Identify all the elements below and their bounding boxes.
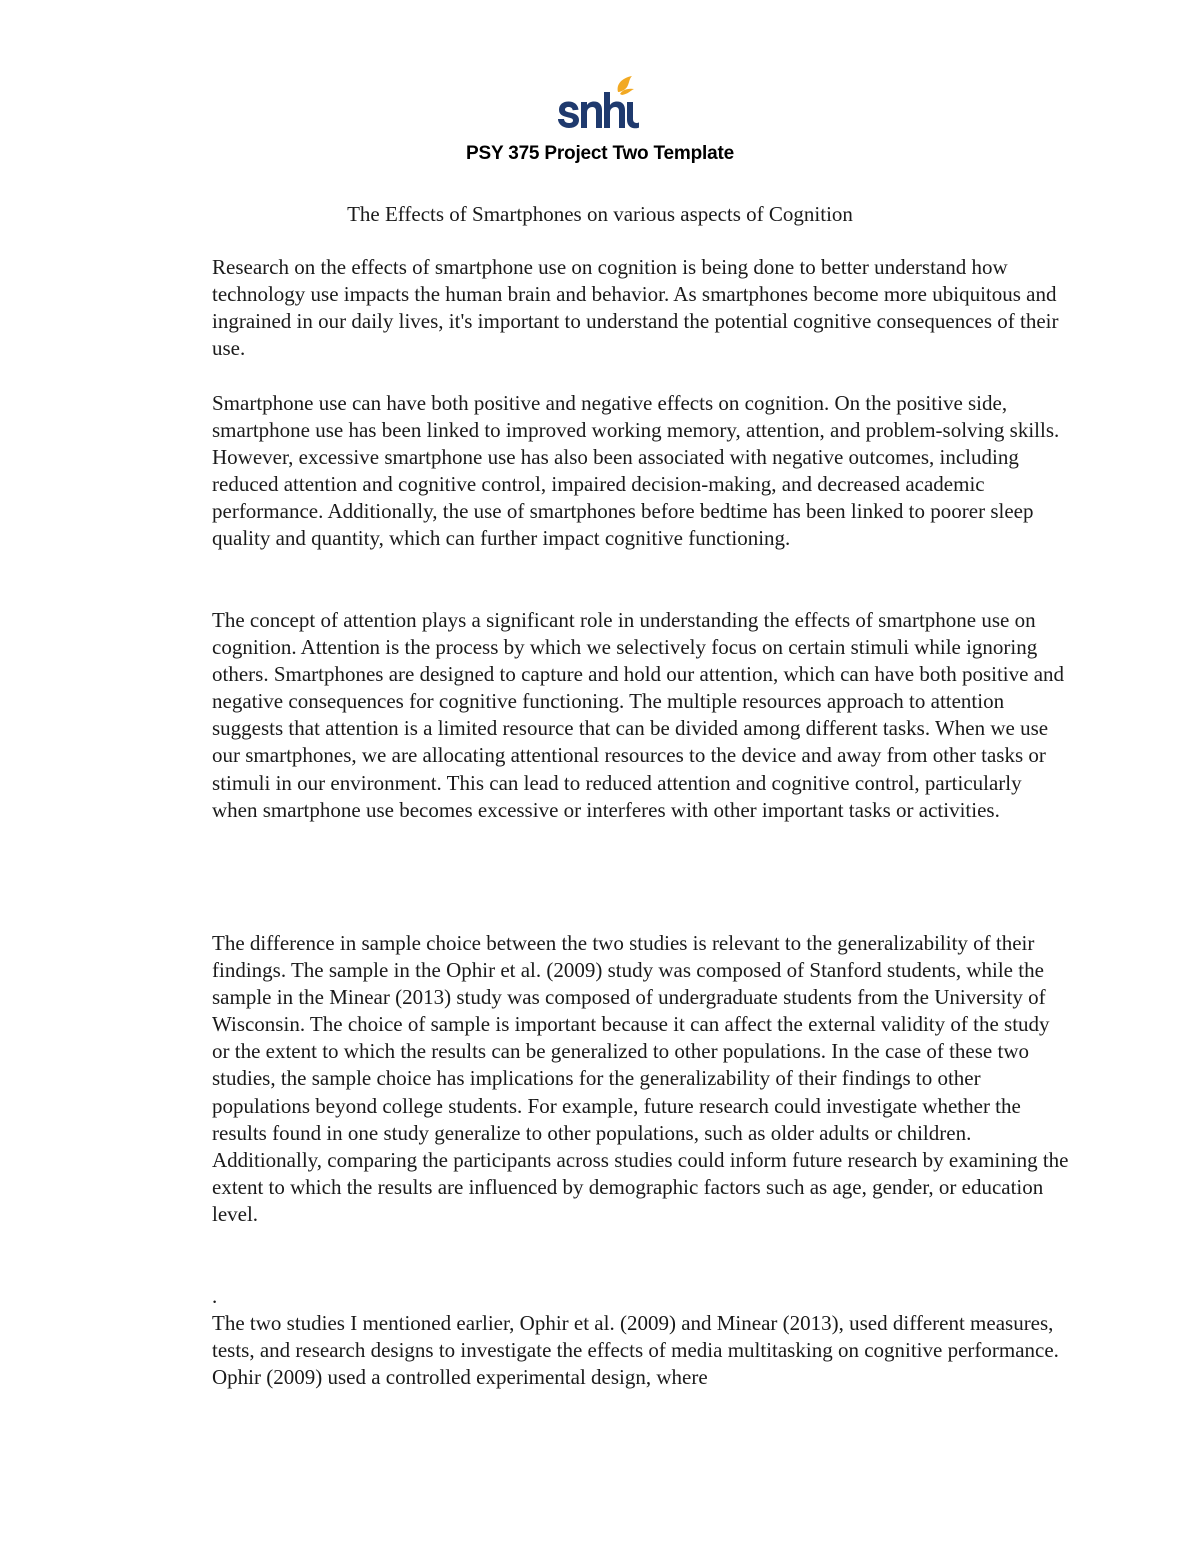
- document-title: The Effects of Smartphones on various aspects of Cognition: [347, 202, 853, 226]
- snhu-logo: [556, 72, 640, 132]
- paragraph-separator-dot: .: [212, 1284, 218, 1308]
- template-title: PSY 375 Project Two Template: [466, 143, 734, 164]
- paragraph-studies: The two studies I mentioned earlier, Ophir et al. (2009) and Minear (2013), used different measures, tests, and research designs to investigate the effects of media multitasking on cognitive performance. Ophir (2009) used a controlled experimental design, where: [212, 1311, 1059, 1390]
- paragraph-sample-choice: The difference in sample choice between the two studies is relevant to the generalizability of their findings. The sample in the Ophir et al. (2009) study was composed of Stanford students, while the sample in the Minear (2013) study was composed of undergraduate students from the University of Wisconsin. The choice of sample is important because it can affect the external validity of the study or the extent to which the results can be generalized to other populations. In the case of these two studies, the sample choice has implications for the generalizability of their findings to other populations beyond college students. For example, future research could investigate whether the results found in one study generalize to other populations, such as older adults or children. Additionally, comparing the participants across studies could inform future research by examining the extent to which the results are influenced by demographic factors such as age, gender, or education level.: [212, 931, 1069, 1226]
- paragraph-attention: The concept of attention plays a significant role in understanding the effects of smartphone use on cognition. Attention is the process by which we selectively focus on certain stimuli while ignoring others. Smartphones are designed to capture and hold our attention, which can have both positive and negative consequences for cognitive functioning. The multiple resources approach to attention suggests that attention is a limited resource that can be divided among different tasks. When we use our smartphones, we are allocating attentional resources to the device and away from other tasks or stimuli in our environment. This can lead to reduced attention and cognitive control, particularly when smartphone use becomes excessive or interferes with other important tasks or activities.: [212, 608, 1065, 822]
- paragraph-intro: Research on the effects of smartphone use on cognition is being done to better understand how technology use impacts the human brain and behavior. As smartphones become more ubiquitous and ingrained in our daily lives, it's important to understand the potential cognitive consequences of their use.: [212, 255, 1059, 361]
- paragraph-effects: Smartphone use can have both positive and negative effects on cognition. On the positive side, smartphone use has been linked to improved working memory, attention, and problem-solving skills. However, excessive smartphone use has also been associated with negative outcomes, including reduced attention and cognitive control, impaired decision-making, and decreased academic performance. Additionally, the use of smartphones before bedtime has been linked to poorer sleep quality and quantity, which can further impact cognitive functioning.: [212, 391, 1060, 551]
